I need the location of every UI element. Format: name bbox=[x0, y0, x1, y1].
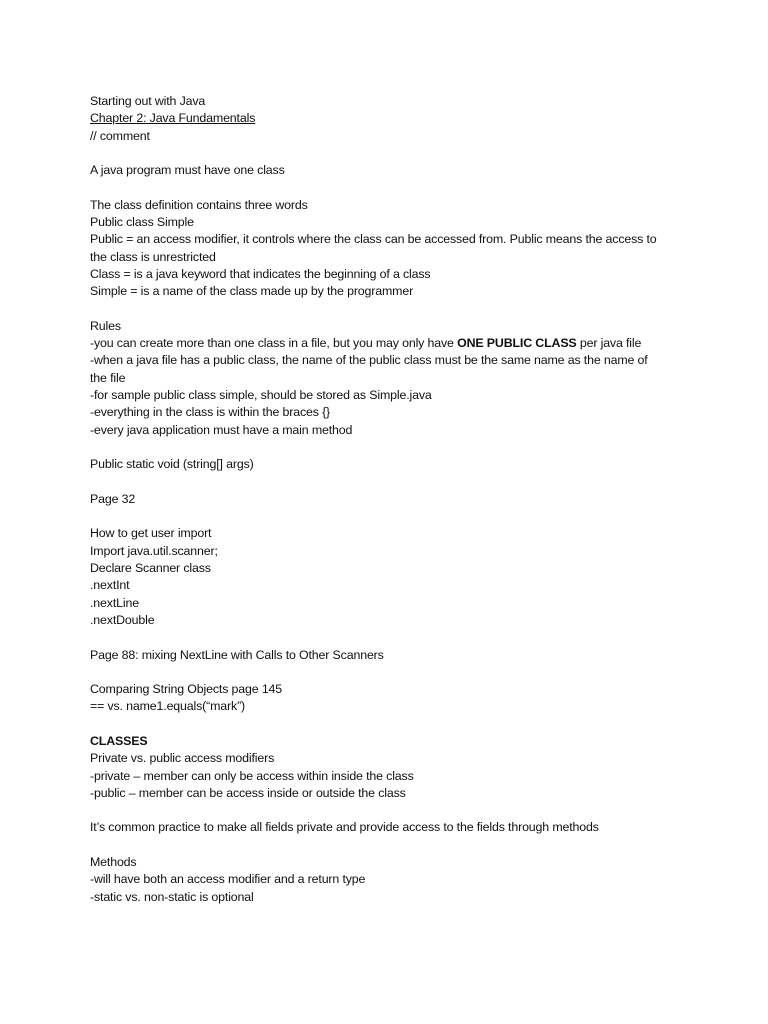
methods-item-2: -static vs. non-static is optional bbox=[90, 889, 254, 904]
input-import: Import java.util.scanner; bbox=[90, 543, 218, 558]
public-definition-line1: Public = an access modifier, it controls where the class can be accessed from. Public means the access to bbox=[90, 232, 657, 247]
comment-line: // comment bbox=[90, 128, 150, 143]
rule-1-emphasis: ONE PUBLIC CLASS bbox=[457, 336, 577, 351]
class-rule: A java program must have one class bbox=[90, 163, 285, 178]
methods-heading: Methods bbox=[90, 855, 137, 870]
input-heading: How to get user import bbox=[90, 526, 212, 541]
spacer bbox=[90, 508, 690, 525]
rule-2-line2: the file bbox=[90, 370, 126, 385]
spacer bbox=[90, 301, 690, 318]
spacer bbox=[90, 474, 690, 491]
spacer bbox=[90, 179, 690, 196]
page-88-note: Page 88: mixing NextLine with Calls to Other Scanners bbox=[90, 647, 384, 662]
spacer bbox=[90, 145, 690, 162]
classes-heading: CLASSES bbox=[90, 733, 148, 748]
input-nextline: .nextLine bbox=[90, 595, 139, 610]
rule-1-post: per java file bbox=[576, 336, 642, 351]
input-nextint: .nextInt bbox=[90, 578, 130, 593]
doc-title: Starting out with Java bbox=[90, 94, 206, 108]
chapter-heading: Chapter 2: Java Fundamentals bbox=[90, 111, 256, 126]
rule-3: -for sample public class simple, should be stored as Simple.java bbox=[90, 388, 432, 403]
class-definition: Class = is a java keyword that indicates the beginning of a class bbox=[90, 266, 431, 281]
classes-private: -private – member can only be access within inside the class bbox=[90, 768, 414, 783]
rule-1-pre: -you can create more than one class in a file, but you may only have bbox=[90, 336, 458, 351]
class-def-example: Public class Simple bbox=[90, 215, 194, 230]
class-def-intro: The class definition contains three words bbox=[90, 197, 308, 212]
practice-note: It’s common practice to make all fields private and provide access to the fields through methods bbox=[90, 820, 599, 835]
main-signature: Public static void (string[] args) bbox=[90, 457, 254, 472]
comparing-example: == vs. name1.equals(“mark”) bbox=[90, 699, 246, 714]
spacer bbox=[90, 664, 690, 681]
spacer bbox=[90, 629, 690, 646]
rules-heading: Rules bbox=[90, 318, 121, 333]
comparing-heading: Comparing String Objects page 145 bbox=[90, 682, 283, 697]
classes-sub: Private vs. public access modifiers bbox=[90, 751, 275, 766]
rule-2-line1: -when a java file has a public class, the name of the public class must be the same name as the name of bbox=[90, 353, 648, 368]
page-32-note: Page 32 bbox=[90, 491, 136, 506]
document-body bbox=[90, 93, 690, 906]
methods-item-1: -will have both an access modifier and a return type bbox=[90, 872, 366, 887]
rule-5: -every java application must have a main method bbox=[90, 422, 353, 437]
input-declare: Declare Scanner class bbox=[90, 561, 211, 576]
rule-4: -everything in the class is within the braces {} bbox=[90, 405, 331, 420]
simple-definition: Simple = is a name of the class made up by the programmer bbox=[90, 284, 414, 299]
rule-1 bbox=[90, 335, 690, 352]
spacer bbox=[90, 802, 690, 819]
spacer bbox=[90, 716, 690, 733]
spacer bbox=[90, 439, 690, 456]
spacer bbox=[90, 837, 690, 854]
classes-public: -public – member can be access inside or outside the class bbox=[90, 785, 406, 800]
public-definition-line2: the class is unrestricted bbox=[90, 249, 216, 264]
input-nextdouble: .nextDouble bbox=[90, 612, 155, 627]
